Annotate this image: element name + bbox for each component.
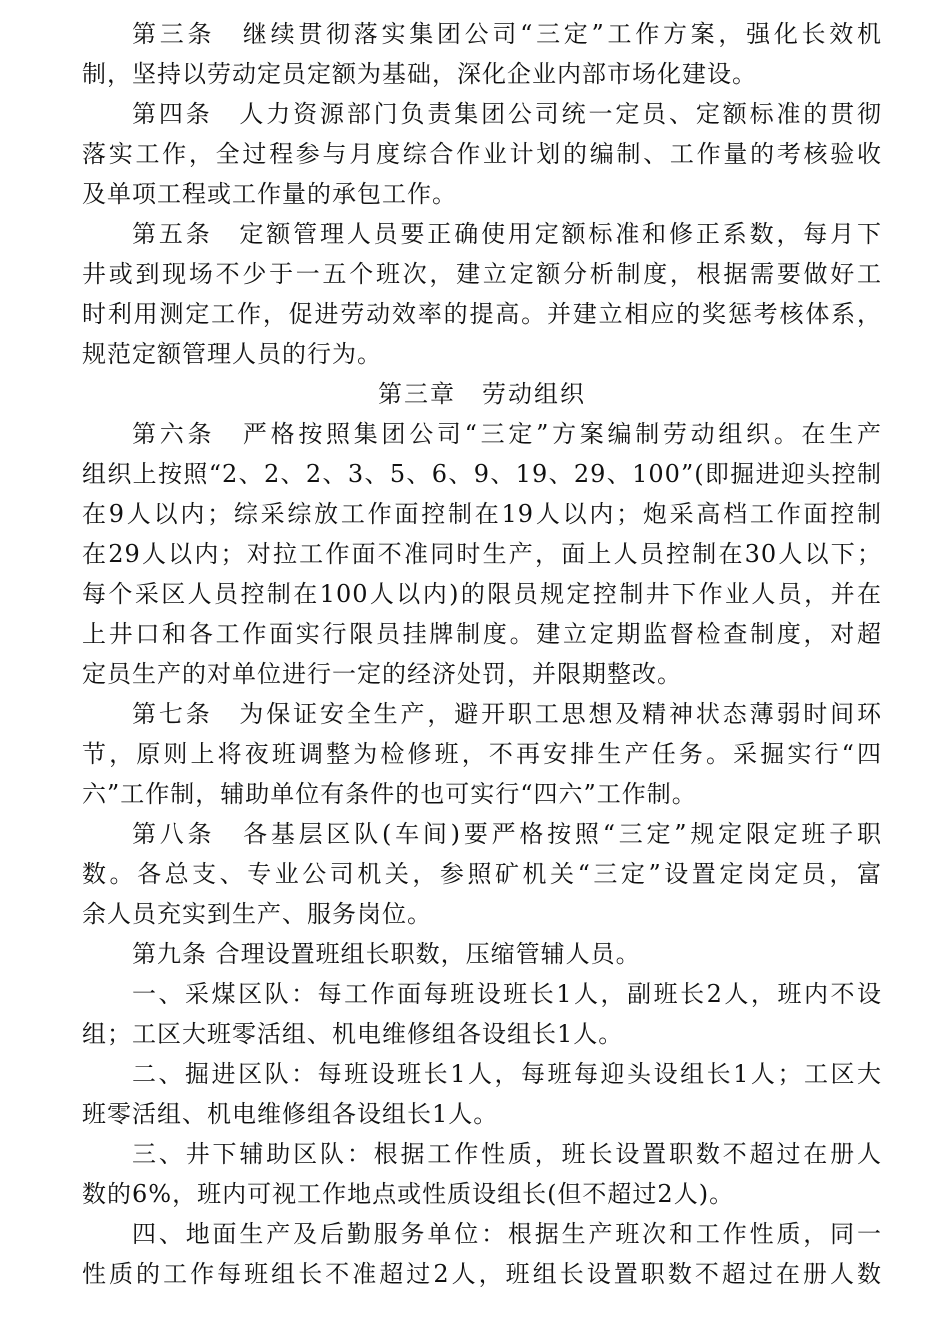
text-line: 数的6%，班内可视工作地点或性质设组长(但不超过2人)。 [82,1180,735,1208]
text-line: 第九条 合理设置班组长职数，压缩管辅人员。 [132,940,641,968]
text-line: 第五条 定额管理人员要正确使用定额标准和修正系数，每月下 [132,220,882,248]
text-line: 性质的工作每班组长不准超过2人，班组长设置职数不超过在册人数 [82,1260,882,1288]
text-line: 第三条 继续贯彻落实集团公司“三定”工作方案，强化长效机 [132,20,882,48]
text-line: 上井口和各工作面实行限员挂牌制度。建立定期监督检查制度，对超 [82,620,882,648]
text-line: 三、井下辅助区队：根据工作性质，班长设置职数不超过在册人 [132,1140,882,1168]
text-line: 制，坚持以劳动定员定额为基础，深化企业内部市场化建设。 [82,60,757,88]
text-line: 第四条 人力资源部门负责集团公司统一定员、定额标准的贯彻 [132,100,882,128]
text-line: 每个采区人员控制在100人以内)的限员规定控制井下作业人员，并在 [82,580,882,608]
text-line: 及单项工程或工作量的承包工作。 [82,180,457,208]
text-line: 第八条 各基层区队(车间)要严格按照“三定”规定限定班子职 [132,820,882,848]
text-line: 第六条 严格按照集团公司“三定”方案编制劳动组织。在生产 [132,420,882,448]
text-line: 在29人以内；对拉工作面不准同时生产，面上人员控制在30人以下； [82,540,882,568]
text-line: 在9人以内；综采综放工作面控制在19人以内；炮采高档工作面控制 [82,500,882,528]
text-line: 组织上按照“2、2、2、3、5、6、9、19、29、100”(即掘进迎头控制 [82,460,882,488]
text-line: 定员生产的对单位进行一定的经济处罚，并限期整改。 [82,660,682,688]
text-line: 组；工区大班零活组、机电维修组各设组长1人。 [82,1020,624,1048]
document-page [82,14,882,1294]
text-line: 井或到现场不少于一五个班次，建立定额分析制度，根据需要做好工 [82,260,882,288]
text-line: 节，原则上将夜班调整为检修班，不再安排生产任务。采掘实行“四 [82,740,882,768]
text-line: 一、采煤区队：每工作面每班设班长1人，副班长2人，班内不设 [132,980,882,1008]
text-line: 四、地面生产及后勤服务单位：根据生产班次和工作性质，同一 [132,1220,882,1248]
text-line: 班零活组、机电维修组各设组长1人。 [82,1100,499,1128]
text-line: 时利用测定工作，促进劳动效率的提高。并建立相应的奖惩考核体系， [82,300,882,328]
text-line: 余人员充实到生产、服务岗位。 [82,900,432,928]
text-line: 规范定额管理人员的行为。 [82,340,382,368]
text-line: 落实工作，全过程参与月度综合作业计划的编制、工作量的考核验收 [82,140,882,168]
text-line: 二、掘进区队：每班设班长1人，每班每迎头设组长1人；工区大 [132,1060,882,1088]
text-line: 第七条 为保证安全生产，避开职工思想及精神状态薄弱时间环 [132,700,882,728]
text-line: 六”工作制，辅助单位有条件的也可实行“四六”工作制。 [82,780,697,808]
text-line: 数。各总支、专业公司机关，参照矿机关“三定”设置定岗定员，富 [82,860,882,888]
chapter-heading: 第三章 劳动组织 [378,380,586,408]
